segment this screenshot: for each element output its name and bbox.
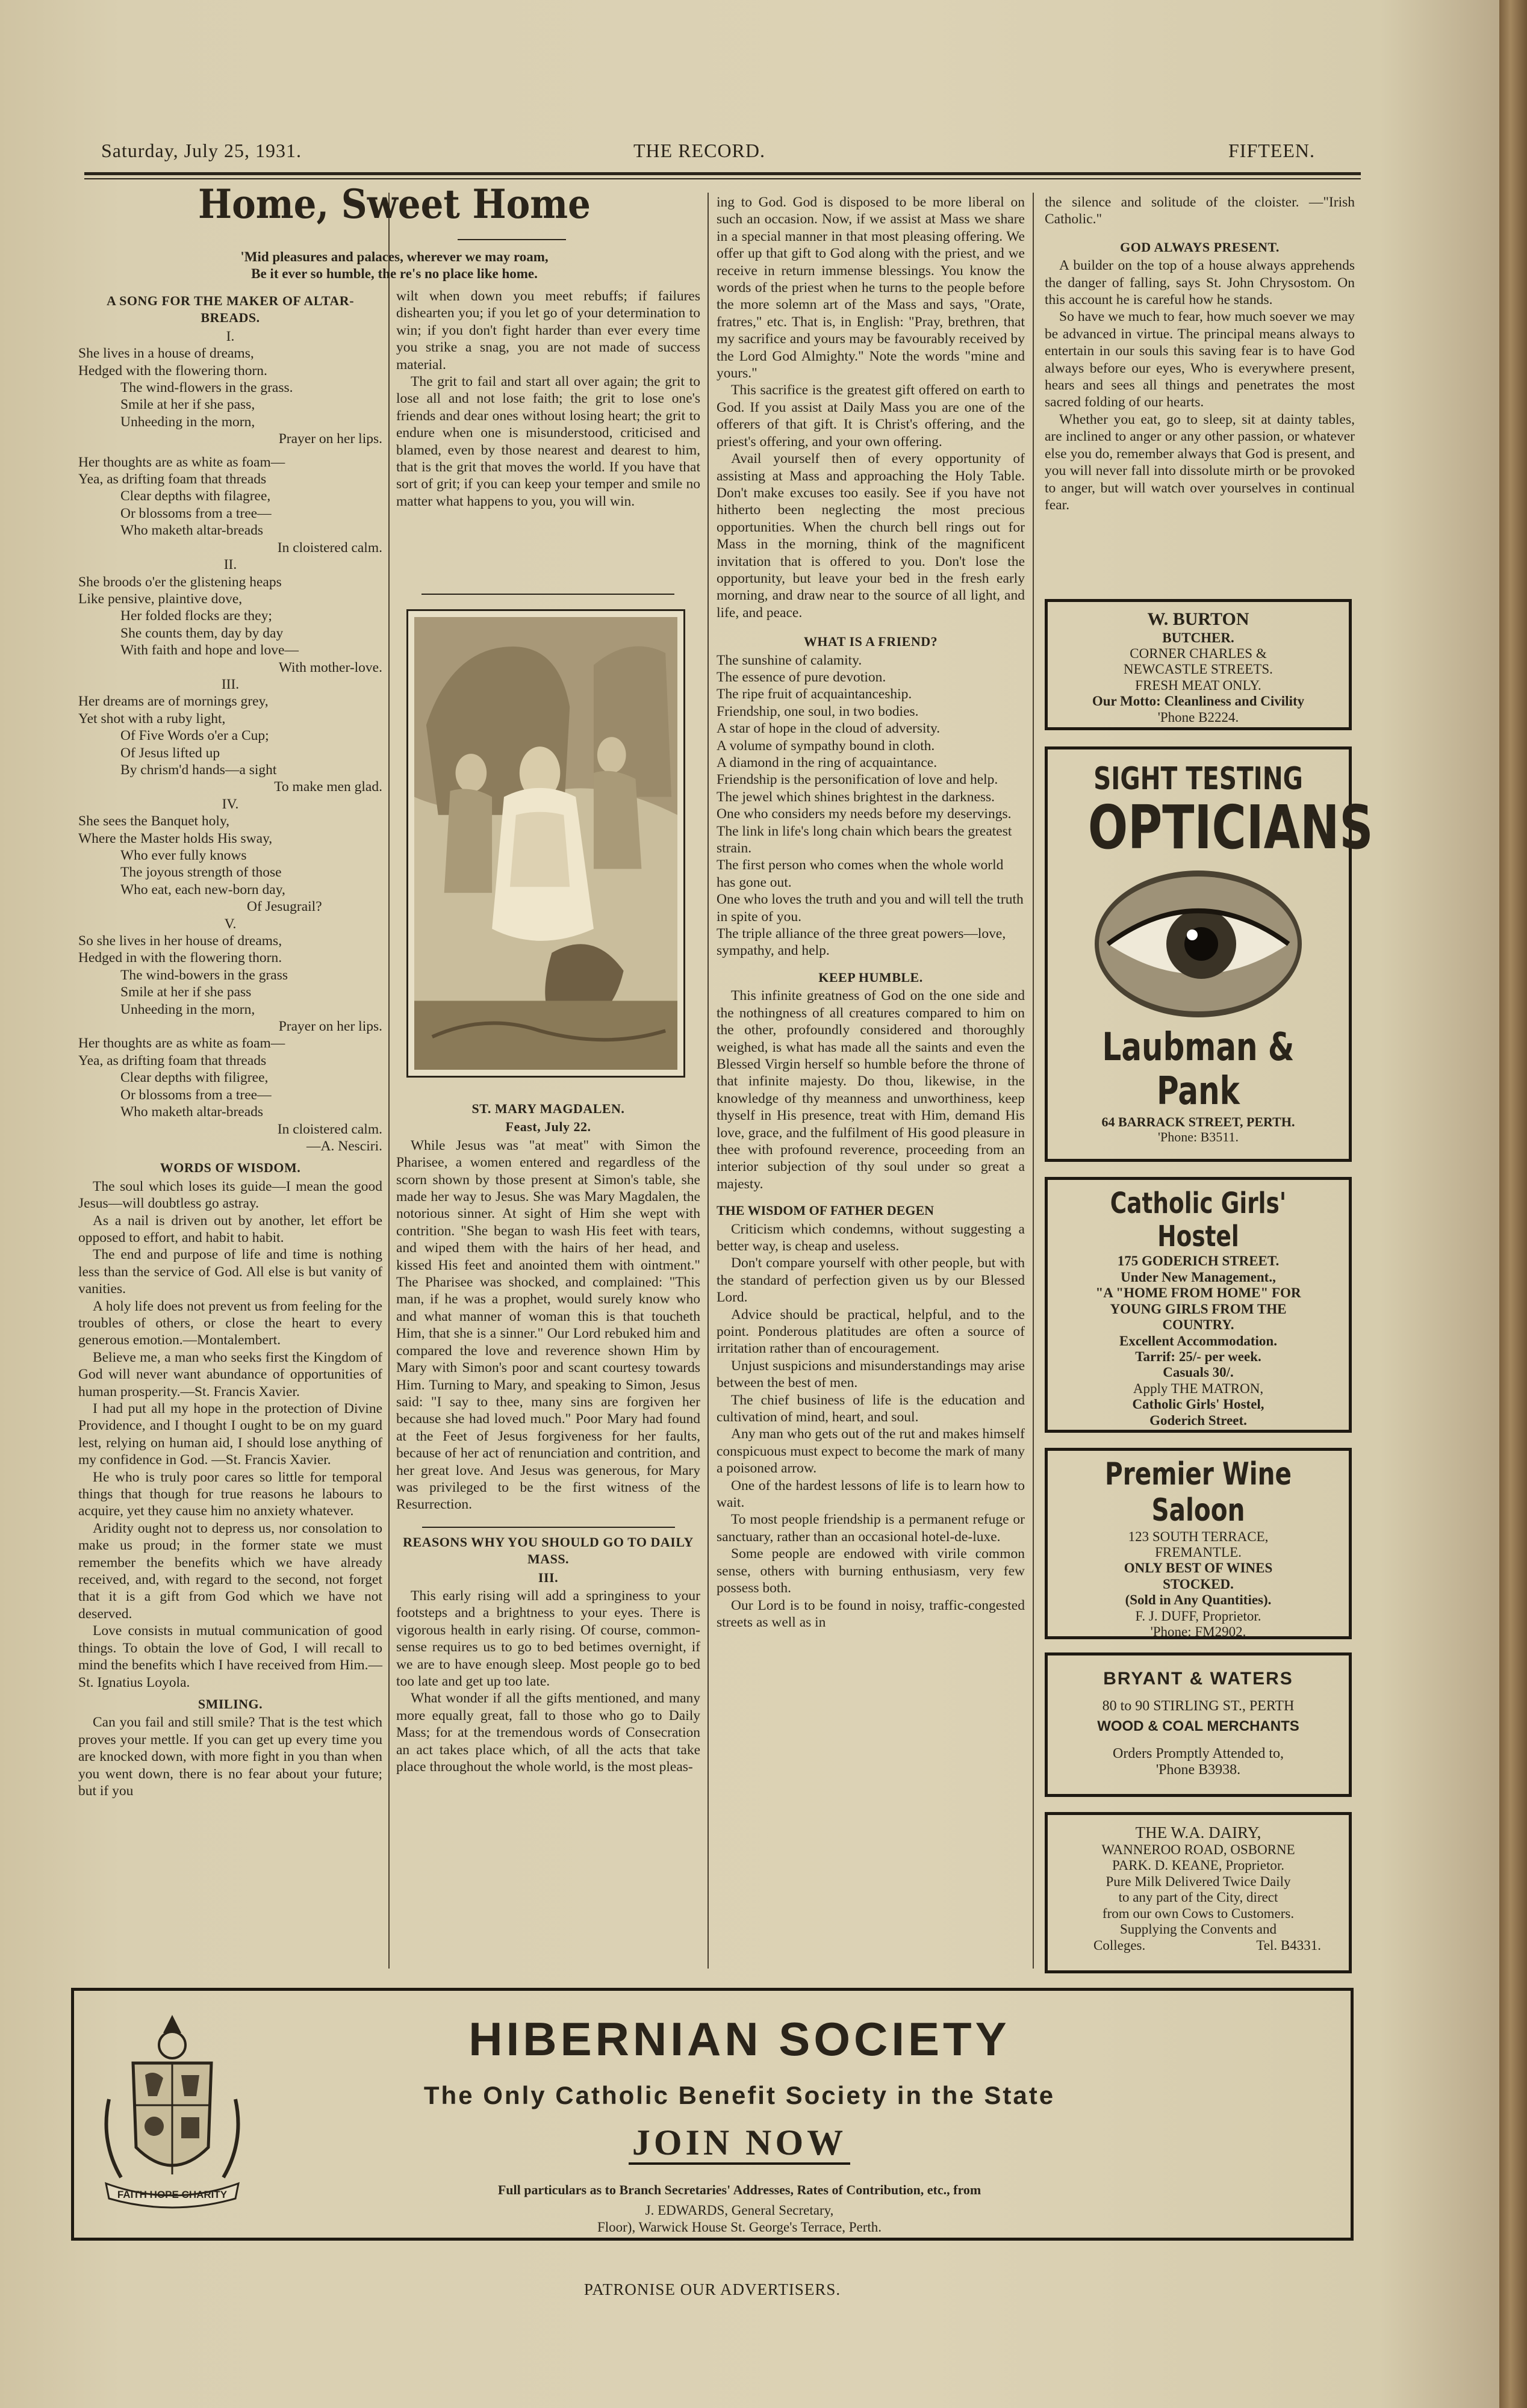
- ad-wine-line: 123 SOUTH TERRACE,: [1128, 1528, 1269, 1544]
- eye-image: [1090, 866, 1307, 1022]
- ad-dairy-line: Supplying the Convents and: [1119, 1922, 1277, 1937]
- ad-wine-line: ONLY BEST OF WINES: [1124, 1560, 1273, 1576]
- column-2-lower: [396, 1096, 700, 1775]
- ad-wine-line: (Sold in Any Quantities).: [1125, 1592, 1272, 1608]
- hibernian-crest-icon: [97, 2009, 247, 2214]
- poem-line: Her folded flocks are they;: [120, 608, 272, 624]
- mass-paragraph: This sacrifice is the greatest gift offered on earth to God. If you assist at Daily Mass you are one of the offerers of that gift. It is Christ's offering, and the priest's offering, and your own offering.: [717, 382, 1025, 450]
- reasons-paragraph: This early rising will add a springiness to your footsteps and a brightness to your eyes. There is vigorous health in early rising. Of course, common-sense requires us to go to bed betimes overnight, if we are to have enough sleep. Most people go to bed too late and get up too late.: [396, 1587, 700, 1689]
- friend-line: Friendship, one soul, in two bodies.: [717, 703, 919, 719]
- present-paragraph: A builder on the top of a house always apprehends the danger of falling, says St. John Chrysostom. On this account he is careful how he stands.: [1045, 258, 1355, 308]
- reasons-heading: REASONS WHY YOU SHOULD GO TO DAILY MASS.: [403, 1534, 694, 1567]
- ad-laubman-name: Laubman & Pank: [1102, 1025, 1295, 1114]
- poem-line: Smile at her if she pass,: [120, 397, 255, 413]
- ad-hostel-address: 175 GODERICH STREET.: [1117, 1253, 1280, 1269]
- magdalen-paragraph: While Jesus was "at meat" with Simon the Pharisee, a women entered and regardless of the scorn shown by those present at Simon's table, she made her way to Jesus. She was Mary Magdalen, the notorious sinner. At sight of Him she wept with contrition. "She began to wash His feet with tears, and wiped them with the hairs of her head, and kissed His feet and anointed them with ointment." The Pharisee was shocked, and complained: "This man, if he was a prophet, would surely know who and what manner of woman this is that toucheth Him, that she is a sinner." Our Lord rebuked him and compared the love and reverence shown Him by Mary with Simon's poor and scant courtesy towards Him. Turning to Mary, and speaking to Simon, Jesus said: "I say to thee, many sins are forgiven her because she had loved much." Poor Mary had found at the Feet of Jesus forgiveness for her faults, because of her act of renunciation and contrition, and her great love. And Jesus was generous, for Mary was privileged to be the first witness of the Resurrection.: [396, 1137, 700, 1513]
- humble-paragraph: This infinite greatness of God on the one side and the nothingness of all creatures compared to him on the other, profoundly considered and thoroughly weighed, is what has made all the saints and even the Blessed Virgin herself so humble before the throne of that infinite majesty. Do thou, likewise, in the knowledge of thy meanness and unworthiness, keep thyself in His presence, treat with Him, demand His love, grace, and the fulfilment of His good pleasure in thee with profound reverence, proceeding from an interior subjection of thy soul under so great a majesty.: [717, 988, 1025, 1192]
- poem-author: —A. Nesciri.: [306, 1138, 382, 1154]
- column-3: [717, 194, 1025, 1631]
- ad-dairy-line: from our own Cows to Customers.: [1102, 1905, 1295, 1921]
- ad-dairy-line: PARK. D. KEANE, Proprietor.: [1112, 1858, 1285, 1873]
- header-date: Saturday, July 25, 1931.: [101, 140, 302, 161]
- friend-line: The essence of pure devotion.: [717, 669, 886, 685]
- poem-line: To make men glad.: [274, 779, 382, 795]
- ad-bryant-address: 80 to 90 STIRLING ST., PERTH: [1102, 1698, 1295, 1714]
- poem-line: Her thoughts are as white as foam—: [78, 454, 285, 470]
- section-rule: [421, 594, 674, 595]
- poem-line: Of Five Words o'er a Cup;: [120, 728, 269, 744]
- poem-line: Unheeding in the morn,: [120, 414, 255, 430]
- cloister-continued: the silence and solitude of the cloister. —"Irish Catholic.": [1045, 194, 1355, 228]
- crest-motto: FAITH HOPE CHARITY: [117, 2189, 228, 2200]
- poem-line: II.: [223, 557, 237, 573]
- hibernian-join-now: JOIN NOW: [255, 2122, 1224, 2164]
- ad-dairy-line: Pure Milk Delivered Twice Daily: [1106, 1873, 1291, 1889]
- reasons-number: III.: [538, 1569, 559, 1585]
- poem-line: Of Jesugrail?: [247, 899, 322, 915]
- column-rule: [708, 193, 709, 1969]
- friend-line: The ripe fruit of acquaintanceship.: [717, 686, 912, 703]
- ad-hostel-line: Under New Management.,: [1121, 1269, 1276, 1285]
- wisdom-paragraph: The end and purpose of life and time is nothing less than the service of God. All else is but vanity of vanities.: [78, 1247, 382, 1297]
- present-paragraph: So have we much to fear, how much soever we may be advanced in virtue. The principal means always to entertain in our souls this saving fear is to have God always before our eyes, Who is everywhere present, hears and sees all things and penetrates the most sacred folding of our hearts.: [1045, 309, 1355, 411]
- ad-wine-line: FREMANTLE.: [1155, 1545, 1242, 1560]
- friend-line: The sunshine of calamity.: [717, 652, 862, 668]
- degen-paragraph: Don't compare yourself with other people, but with the standard of perfection given us by our Blessed Lord.: [717, 1255, 1025, 1306]
- poem-line: V.: [224, 916, 237, 932]
- wisdom-paragraph: He who is truly poor cares so little for temporal things that though for true reasons he labours to acquire, yet they cause him no anxiety whatever.: [78, 1469, 382, 1519]
- hibernian-title: HIBERNIAN SOCIETY: [468, 2012, 1010, 2065]
- poem-line: Or blossoms from a tree—: [120, 505, 272, 521]
- ad-opticians: OPTICIANS: [1087, 792, 1373, 863]
- song-poem: [78, 328, 382, 1155]
- ad-bryant-line: Orders Promptly Attended to,: [1113, 1745, 1284, 1761]
- subtitle-2: Be it ever so humble, the re's no place like home.: [251, 266, 538, 281]
- poem-line: Who eat, each new-born day,: [120, 881, 285, 898]
- friend-line: The link in life's long chain which bears the greatest strain.: [717, 823, 1012, 857]
- friend-line: The jewel which shines brightest in the darkness.: [717, 789, 995, 805]
- poem-line: Hedged with the flowering thorn.: [78, 362, 267, 379]
- poem-line: With mother-love.: [278, 659, 382, 675]
- friend-line: A star of hope in the cloud of adversity.: [717, 721, 941, 737]
- wisdom-paragraph: I had put all my hope in the protection of Divine Providence, and I thought I ought to be on my guard lest, relying on human aid, I should lose anything of my confidence in God. —St. Francis Xavier.: [78, 1401, 382, 1468]
- binding-edge: [1499, 0, 1527, 2408]
- column-rule: [1033, 193, 1034, 1969]
- degen-paragraph: Our Lord is to be found in noisy, traffic-congested streets as well as in: [717, 1597, 1025, 1630]
- ad-bryant-name: BRYANT & WATERS: [1103, 1669, 1293, 1689]
- poem-line: The wind-bowers in the grass: [120, 967, 288, 983]
- magdalen-feast: Feast, July 22.: [505, 1119, 591, 1135]
- mass-paragraph: Avail yourself then of every opportunity of assisting at Mass and approaching the Holy Table. Don't make excuses too easily. See if you have not hitherto been neglecting the most precious opportunities. When the church bell rings out for Mass in the morning, think of the magnificent invitation that is offered to you. Don't lose the opportunity, but leave your bed in the fresh early morning, and draw near to the source of all light, and life, and peace.: [717, 451, 1025, 621]
- degen-paragraph: To most people friendship is a permanent refuge or sanctuary, rather than an occasional hotel-de-luxe.: [717, 1512, 1025, 1545]
- magdalen-heading: ST. MARY MAGDALEN.: [471, 1101, 625, 1116]
- poem-line: IV.: [222, 796, 239, 812]
- ad-hostel-line: Excellent Accommodation.: [1119, 1333, 1277, 1348]
- ad-burton-line: NEWCASTLE STREETS.: [1124, 662, 1273, 677]
- degen-paragraph: One of the hardest lessons of life is to learn how to wait.: [717, 1477, 1025, 1511]
- ad-burton-butcher: [1045, 599, 1352, 730]
- poem-line: The joyous strength of those: [120, 864, 282, 881]
- poem-line: Yet shot with a ruby light,: [78, 710, 226, 727]
- ad-dairy-line: Colleges.: [1093, 1937, 1146, 1953]
- ad-girls-hostel: [1045, 1177, 1352, 1433]
- poem-line: So she lives in her house of dreams,: [78, 933, 282, 949]
- column-rule: [388, 193, 390, 1969]
- reasons-paragraph: What wonder if all the gifts mentioned, and many more equally great, fall to those who go to Daily Mass; for at the tremendous words of Consecration an act takes place which, of all the acts that take place throughout the whole world, is the most pleas-: [396, 1690, 700, 1775]
- ad-dairy-line: WANNEROO ROAD, OSBORNE: [1101, 1842, 1295, 1858]
- poem-line: I.: [226, 328, 235, 344]
- poem-line: Of Jesus lifted up: [120, 745, 220, 761]
- poem-line: Who maketh altar-breads: [120, 523, 264, 539]
- mass-continued: ing to God. God is disposed to be more liberal on such an occasion. Now, if we assist at Mass we share in a special manner in that most pleasing offering. We offer up that gift to God along with the priest, and we receive in return immense blessings. You know the words of the priest when he turns to the people before the more solemn art of the Mass and says, "Orate, fratres," etc. That is, in English: "Pray, brethren, that my sacrifice and yours may be favourably received by the Lord God Almighty." Note the words "mine and yours.": [717, 194, 1025, 382]
- ad-hostel-line: Apply THE MATRON,: [1133, 1380, 1264, 1396]
- poem-line: Unheeding in the morn,: [120, 1001, 255, 1017]
- poem-line: Like pensive, plaintive dove,: [78, 591, 243, 607]
- hibernian-tagline: The Only Catholic Benefit Society in the State: [423, 2081, 1056, 2109]
- column-2: [396, 288, 700, 510]
- ad-burton-line: FRESH MEAT ONLY.: [1135, 677, 1261, 693]
- degen-paragraph: The chief business of life is the education and cultivation of mind, heart, and soul.: [717, 1392, 1025, 1426]
- ad-laubman-address: 64 BARRACK STREET, PERTH.: [1101, 1114, 1295, 1129]
- ad-burton-phone: 'Phone B2224.: [1157, 709, 1239, 725]
- poem-line: Clear depths with filigree,: [120, 1070, 269, 1086]
- ad-hibernian-society: [71, 1988, 1354, 2241]
- smiling-continued: The grit to fail and start all over again; the grit to lose all and not lose faith; the grit to lose one's friends and dear ones without losing heart; the grit to endure when one is misunderstood, criticised and blamed, even by those nearest and dearest to him, that is the grit that moves the world. If you have that sort of grit; if you can keep your temper and smile no matter what happens to you, you will win.: [396, 374, 700, 509]
- degen-paragraph: Any man who gets out of the rut and makes himself conspicuous must expect to become the mark of many a poisoned arrow.: [717, 1426, 1025, 1477]
- friend-list: [717, 652, 1025, 960]
- humble-heading: KEEP HUMBLE.: [818, 969, 923, 985]
- jesus-magdalen-picture: [414, 617, 677, 1070]
- poem-line: III.: [221, 676, 240, 692]
- poem-line: Hedged in with the flowering thorn.: [78, 950, 282, 966]
- ad-wa-dairy: [1045, 1812, 1352, 1973]
- friend-line: The triple alliance of the three great powers—love, sympathy, and help.: [717, 926, 1006, 959]
- friend-line: One who loves the truth and you and will tell the truth in spite of you.: [717, 892, 1024, 925]
- poem-line: Her thoughts are as white as foam—: [78, 1035, 285, 1052]
- wisdom-paragraph: Aridity ought not to depress us, nor consolation to make us proud; in the former state we must remember the benefits which we have already received, and, with regard to the second, not forget that it is a gift from God which we have not deserved.: [78, 1520, 382, 1622]
- ad-wine-name: Premier Wine Saloon: [1104, 1456, 1292, 1528]
- poem-line: In cloistered calm.: [277, 1121, 382, 1137]
- poem-line: By chrism'd hands—a sight: [120, 762, 277, 778]
- header-rule-thick: [84, 172, 1361, 175]
- degen-heading: THE WISDOM OF FATHER DEGEN: [717, 1203, 935, 1218]
- wisdom-paragraph: Believe me, a man who seeks first the Kingdom of God will never want abundance of opportunities of human prosperity.—St. Francis Xavier.: [78, 1349, 382, 1400]
- wisdom-paragraph: The soul which loses its guide—I mean the good Jesus—will doubtless go astray.: [78, 1178, 382, 1212]
- poem-line: Yea, as drifting foam that threads: [78, 471, 267, 488]
- poem-line: With faith and hope and love—: [120, 642, 299, 659]
- friend-line: Friendship is the personification of love and help.: [717, 772, 998, 788]
- ad-dairy-footer: [1057, 1938, 1339, 1953]
- poem-line: Smile at her if she pass: [120, 984, 252, 1001]
- present-heading: GOD ALWAYS PRESENT.: [1120, 239, 1280, 255]
- ad-dairy-name: THE W.A. DAIRY,: [1135, 1823, 1261, 1842]
- smiling-continued: wilt when down you meet rebuffs; if failures dishearten you; if you let go of your determination to win; if you don't fight harder than ever every time you strike a snag, you are not made of success material.: [396, 288, 700, 373]
- degen-paragraph: Unjust suspicions and misunderstandings may arise between the best of men.: [717, 1358, 1025, 1391]
- degen-paragraph: Some people are endowed with virile common sense, others with burning enthusiasm, very few possess both.: [717, 1546, 1025, 1597]
- poem-line: She lives in a house of dreams,: [78, 346, 254, 362]
- wisdom-paragraph: Love consists in mutual communication of good things. To obtain the love of God, I will recall to mind the benefits which I have received from Him.—St. Ignatius Loyola.: [78, 1623, 382, 1690]
- hibernian-particulars: Full particulars as to Branch Secretaries' Addresses, Rates of Contribution, etc., from: [497, 2182, 981, 2197]
- ad-sight-testing: SIGHT TESTING: [1093, 761, 1303, 797]
- ad-burton-trade: BUTCHER.: [1162, 630, 1234, 645]
- ad-wine-line: F. J. DUFF, Proprietor.: [1135, 1608, 1261, 1624]
- ad-burton-name: W. BURTON: [1147, 609, 1249, 629]
- header-page-number: FIFTEEN.: [1228, 140, 1315, 161]
- ad-premier-wine: [1045, 1448, 1352, 1639]
- header-paper-name: THE RECORD.: [633, 140, 765, 161]
- footer-patronise: PATRONISE OUR ADVERTISERS.: [583, 2280, 841, 2298]
- ad-wine-phone: 'Phone: FM2902.: [1150, 1624, 1246, 1640]
- poem-line: She broods o'er the glistening heaps: [78, 574, 282, 590]
- ad-dairy-line: to any part of the City, direct: [1118, 1890, 1278, 1905]
- column-4: [1045, 194, 1355, 514]
- ad-bryant-waters: [1045, 1652, 1352, 1797]
- section-rule: [422, 1527, 675, 1528]
- ad-hostel-line: COUNTRY.: [1162, 1317, 1234, 1333]
- ad-bryant-trade: WOOD & COAL MERCHANTS: [1097, 1718, 1299, 1735]
- poem-line: Her dreams are of mornings grey,: [78, 694, 269, 710]
- ad-hostel-line: Tarrif: 25/- per week.: [1135, 1349, 1261, 1364]
- column-1: [78, 288, 382, 1799]
- ad-hostel-line: "A "HOME FROM HOME" FOR: [1095, 1285, 1301, 1301]
- poem-line: Who ever fully knows: [120, 848, 247, 863]
- friend-line: The first person who comes when the whole world has gone out.: [717, 857, 1004, 890]
- ad-hostel-line: Catholic Girls' Hostel,: [1132, 1397, 1264, 1412]
- ad-hostel-name: Catholic Girls' Hostel: [1110, 1187, 1287, 1254]
- friend-heading: WHAT IS A FRIEND?: [803, 634, 938, 650]
- friend-line: One who considers my needs before my deservings.: [717, 806, 1012, 822]
- poem-line: She sees the Banquet holy,: [78, 813, 230, 830]
- poem-line: Prayer on her lips.: [278, 1019, 382, 1035]
- ad-dairy-phone: Tel. B4331.: [1256, 1937, 1321, 1953]
- magdalen-illustration: [406, 609, 685, 1078]
- wisdom-paragraph: As a nail is driven out by another, let effort be opposed to effort, and habit to habit.: [78, 1212, 382, 1246]
- ad-bryant-phone: 'Phone B3938.: [1155, 1762, 1241, 1778]
- poem-line: Yea, as drifting foam that threads: [78, 1052, 267, 1069]
- friend-line: A volume of sympathy bound in cloth.: [717, 737, 935, 754]
- present-paragraph: Whether you eat, go to sleep, sit at dainty tables, are inclined to anger or any other passion, or whatever else you do, remember always that God is present, and you will never fall into dissolute mirth or be provoked to anger, but will watch over yourselves in continual fear.: [1045, 411, 1355, 513]
- ad-burton-line: CORNER CHARLES &: [1130, 645, 1267, 661]
- ad-laubman-pank: [1045, 746, 1373, 1162]
- poem-line: The wind-flowers in the grass.: [120, 380, 293, 396]
- hibernian-secretary: J. EDWARDS, General Secretary,: [645, 2203, 834, 2218]
- smiling-paragraph: Can you fail and still smile? That is the test which proves your mettle. If you can get up every time you are knocked down, with more fight in you than when you went down, there is no fear about your future; but if you: [78, 1714, 382, 1799]
- header-rule-thin: [84, 178, 1361, 179]
- poem-line: Where the Master holds His sway,: [78, 830, 273, 846]
- ad-burton-motto: Our Motto: Cleanliness and Civility: [1092, 694, 1305, 709]
- title-rule: [458, 239, 566, 240]
- hibernian-address: Floor), Warwick House St. George's Terrace, Perth.: [597, 2220, 882, 2235]
- poem-line: In cloistered calm.: [277, 539, 382, 556]
- subtitle: 'Mid pleasures and palaces, wherever we may roam,: [240, 249, 549, 264]
- wisdom-heading: WORDS OF WISDOM.: [160, 1160, 301, 1176]
- poem-line: Or blossoms from a tree—: [120, 1087, 272, 1103]
- wisdom-paragraph: A holy life does not prevent us from feeling for the troubles of others, or close the heart to every generous emotion.—Montalembert.: [78, 1298, 382, 1348]
- poem-line: Prayer on her lips.: [278, 431, 382, 447]
- poem-line: Clear depths with filagree,: [120, 488, 271, 504]
- ad-wine-line: STOCKED.: [1163, 1576, 1234, 1592]
- poem-line: She counts them, day by day: [120, 625, 284, 641]
- ad-laubman-phone: 'Phone: B3511.: [1158, 1129, 1239, 1145]
- song-heading: A SONG FOR THE MAKER OF ALTAR-BREADS.: [106, 293, 355, 326]
- smiling-heading: SMILING.: [197, 1696, 263, 1711]
- ad-hostel-line: Goderich Street.: [1149, 1412, 1247, 1428]
- friend-line: A diamond in the ring of acquaintance.: [717, 755, 938, 771]
- degen-paragraph: Advice should be practical, helpful, and to the point. Ponderous platitudes are often a source of irritation rather than of encouragement.: [717, 1306, 1025, 1357]
- ad-hostel-line: Casuals 30/.: [1163, 1365, 1234, 1380]
- article-title: Home, Sweet Home: [198, 181, 591, 228]
- degen-paragraph: Criticism which condemns, without suggesting a better way, is cheap and useless.: [717, 1221, 1025, 1254]
- poem-line: Who maketh altar-breads: [120, 1104, 264, 1120]
- ad-hostel-line: YOUNG GIRLS FROM THE: [1110, 1301, 1287, 1317]
